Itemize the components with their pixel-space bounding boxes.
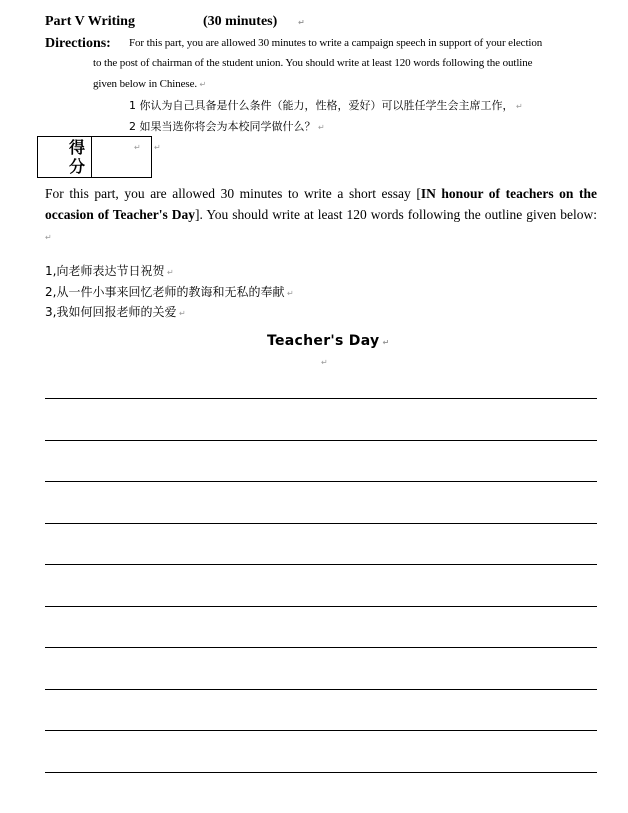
directions-line-3-text: given below in Chinese. xyxy=(93,78,198,90)
return-mark-icon: ↵ xyxy=(45,233,52,242)
directions-label: Directions: xyxy=(45,36,111,51)
score-box xyxy=(37,136,152,178)
return-mark-icon: ↵ xyxy=(513,102,523,111)
return-mark-icon: ↵ xyxy=(164,268,174,277)
answer-line[interactable] xyxy=(45,647,597,648)
return-mark-icon: ↵ xyxy=(298,18,305,27)
answer-line[interactable] xyxy=(45,564,597,565)
chinese-outline-item-2-text: 2,从一件小事来回忆老师的教诲和无私的奉献 xyxy=(45,285,285,299)
task-instructions xyxy=(45,183,597,248)
chinese-outline-item-2 xyxy=(45,283,294,300)
chinese-outline-item-1 xyxy=(45,262,174,279)
task-topic: IN honour of teachers on the occasion of Teacher's Day xyxy=(45,186,597,222)
outline-item-1 xyxy=(129,97,523,113)
return-mark-icon: ↵ xyxy=(197,80,207,89)
task-suffix: ]. You should write at least 120 words following the outline given below: xyxy=(195,207,597,222)
answer-line[interactable] xyxy=(45,481,597,482)
task-prefix: For this part, you are allowed 30 minutes to write a short essay [ xyxy=(45,186,421,201)
directions-line-2: to the post of chairman of the student union. You should write at least 120 words following the outline xyxy=(93,57,533,69)
answer-line[interactable] xyxy=(45,440,597,441)
answer-line[interactable] xyxy=(45,730,597,731)
answer-line[interactable] xyxy=(45,689,597,690)
outline-item-2-text: 2 如果当选你将会为本校同学做什么？ xyxy=(129,120,316,133)
outline-item-1-text: 1 你认为自己具备是什么条件（能力，性格，爱好）可以胜任学生会主席工作， xyxy=(129,99,514,112)
return-mark-icon: ↵ xyxy=(284,289,294,298)
directions-line-1: For this part, you are allowed 30 minutes to write a campaign speech in support of your election xyxy=(129,37,543,49)
return-mark-icon: ↵ xyxy=(176,309,186,318)
answer-line[interactable] xyxy=(45,772,597,773)
return-mark-icon: ↵ xyxy=(379,338,390,347)
part-title: Part V Writing xyxy=(45,14,135,29)
chinese-outline-item-3 xyxy=(45,303,186,320)
answer-line[interactable] xyxy=(45,398,597,399)
return-mark-icon: ↵ xyxy=(315,123,325,132)
time-limit: (30 minutes) xyxy=(203,14,278,29)
section-heading xyxy=(45,14,305,30)
chinese-outline-item-3-text: 3,我如何回报老师的关爱 xyxy=(45,305,177,319)
chinese-outline-item-1-text: 1,向老师表达节日祝贺 xyxy=(45,264,165,278)
essay-title xyxy=(267,333,390,349)
return-mark-icon: ↵ xyxy=(134,143,141,152)
return-mark-icon: ↵ xyxy=(321,358,328,367)
essay-title-text: Teacher's Day xyxy=(267,333,380,349)
directions-line-3 xyxy=(93,78,206,90)
return-mark-icon: ↵ xyxy=(154,143,161,152)
answer-line[interactable] xyxy=(45,606,597,607)
score-box-divider xyxy=(91,137,92,177)
answer-line[interactable] xyxy=(45,523,597,524)
score-label: 得分 xyxy=(68,138,85,176)
outline-item-2 xyxy=(129,118,325,134)
